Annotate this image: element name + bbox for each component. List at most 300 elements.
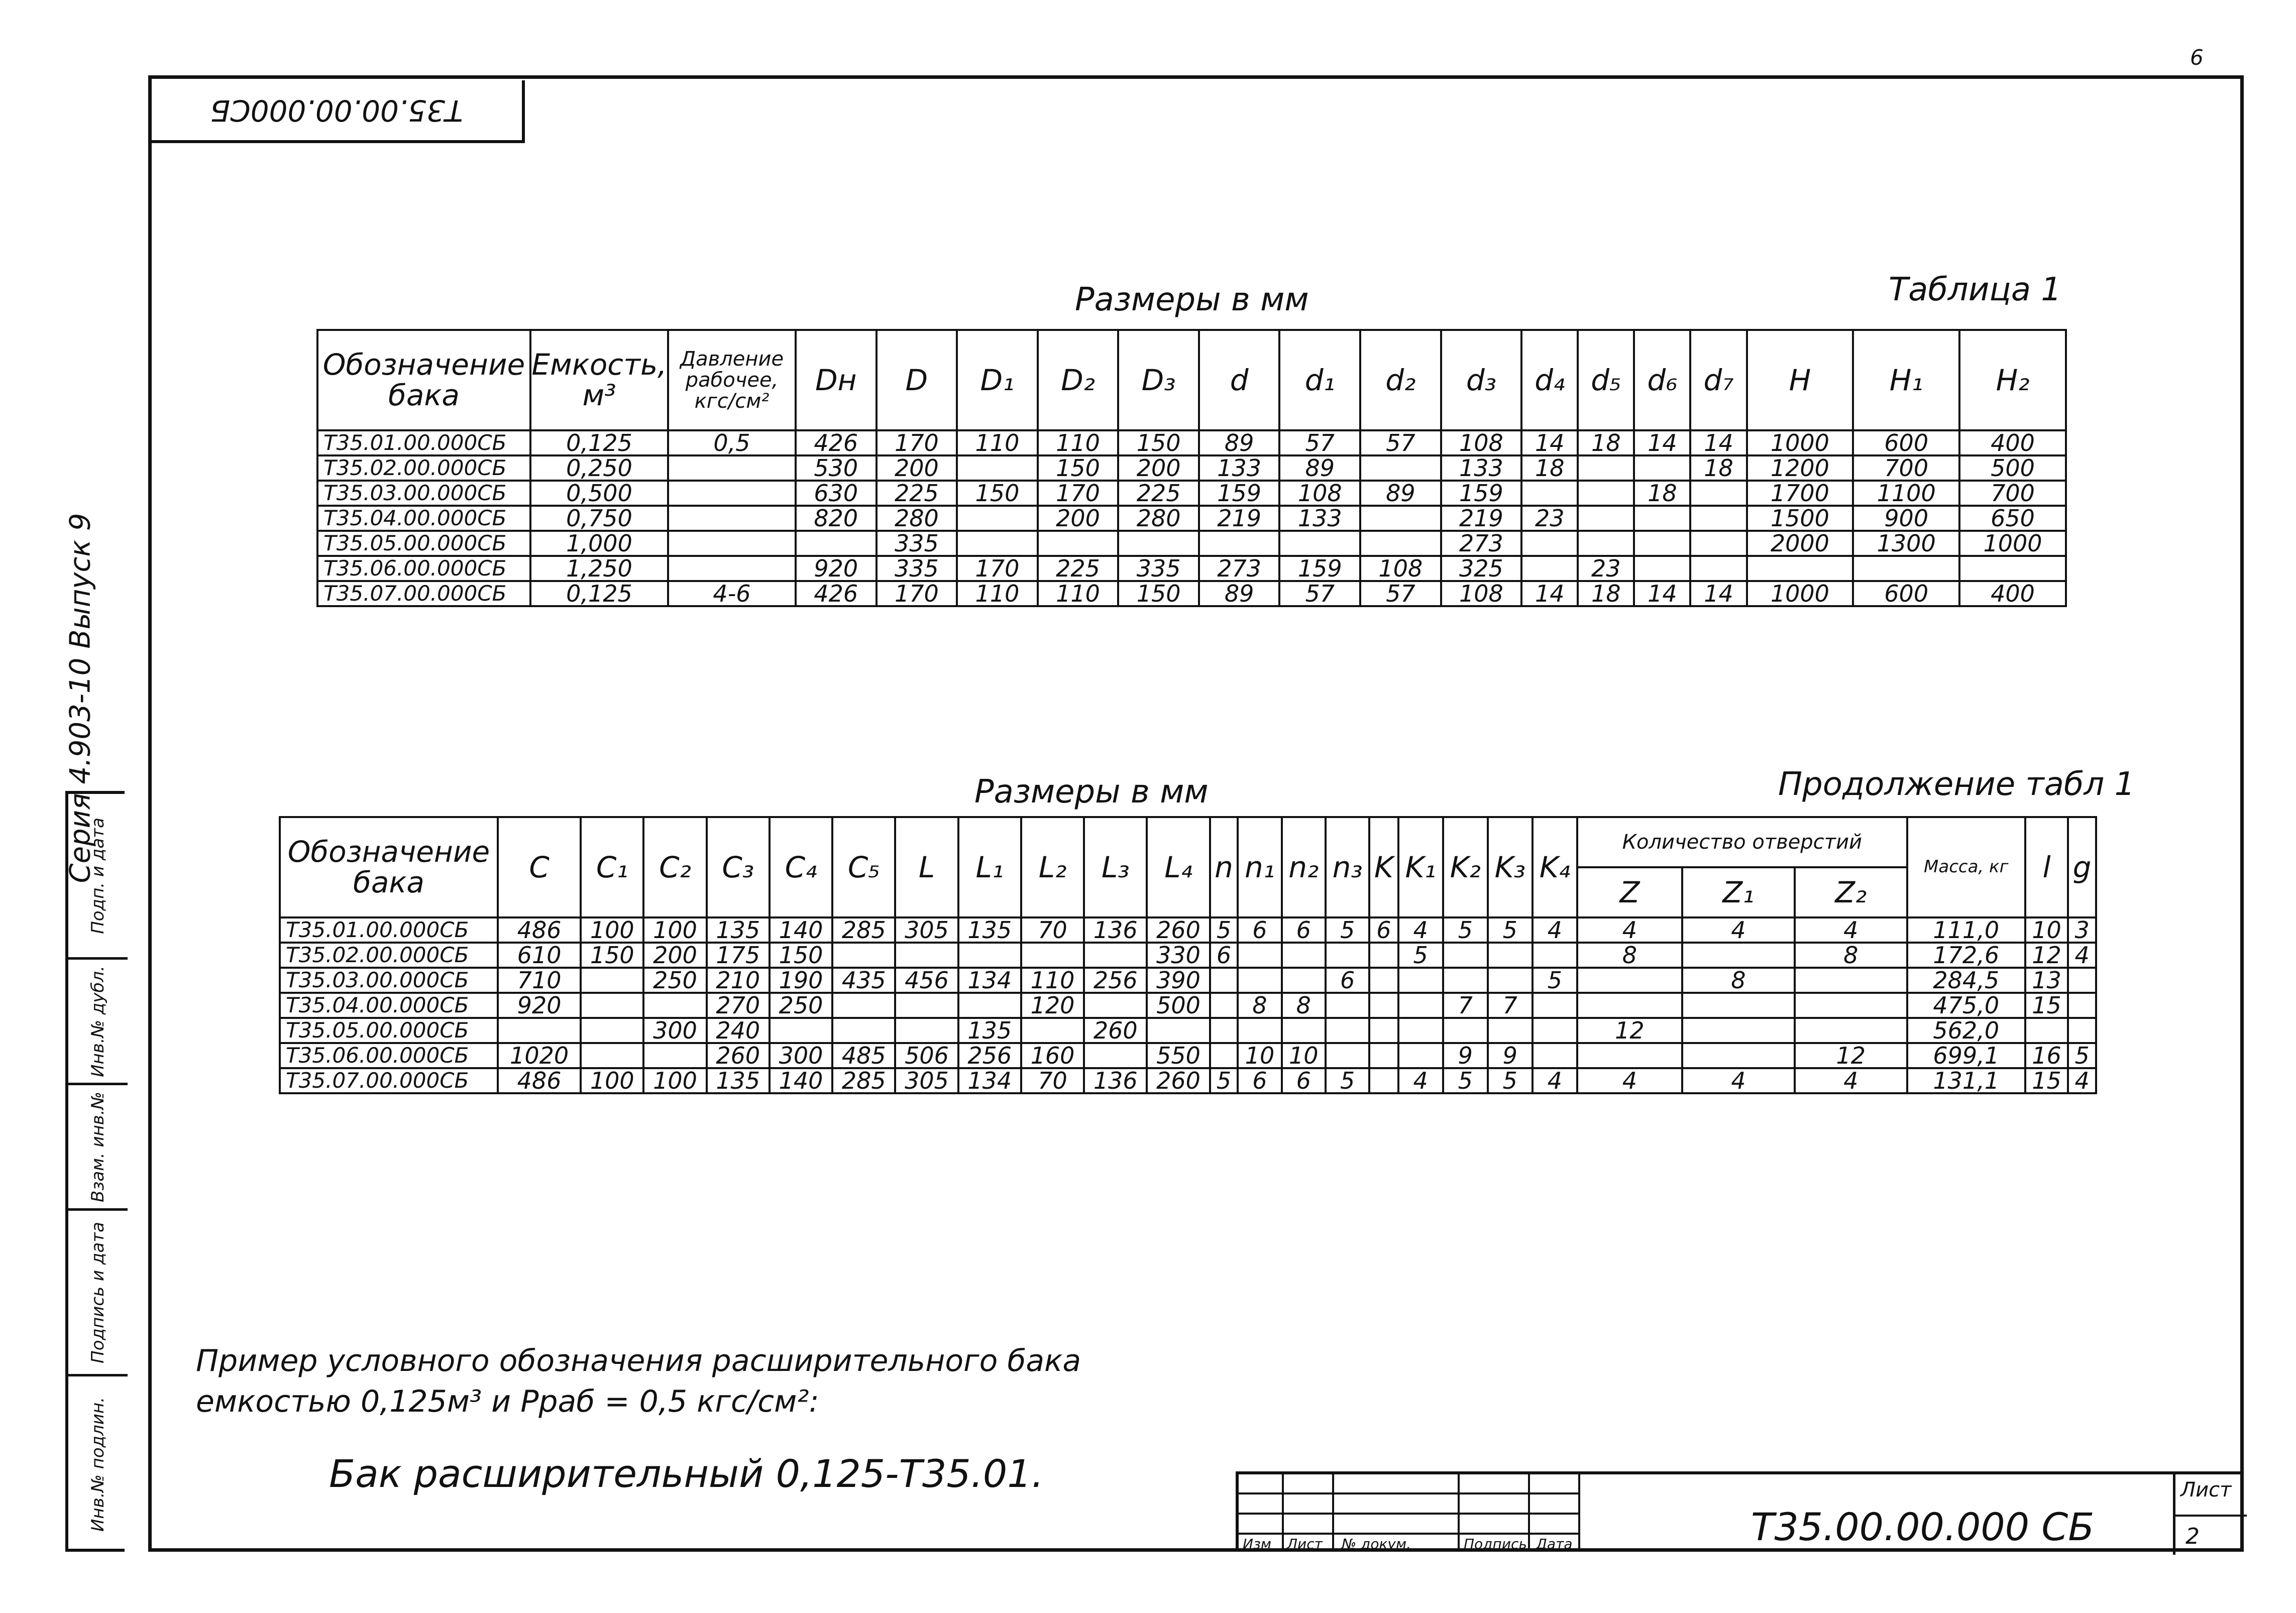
binding-label: Подпись и дата [88, 1221, 108, 1363]
table2-cell [1326, 993, 1369, 1018]
table2-cell: 150 [770, 943, 832, 968]
table1-cell: 650 [1959, 506, 2066, 531]
sheet-number: 2 [2185, 1524, 2200, 1549]
table1-cell: 219 [1441, 506, 1522, 531]
table2-cell: 1020 [498, 1043, 581, 1068]
table2-cell: 260 [707, 1043, 770, 1068]
table1-header: d₇ [1690, 330, 1746, 430]
table2-cell [958, 993, 1021, 1018]
table2-cell [1210, 993, 1238, 1018]
table1-cell: 14 [1634, 430, 1690, 455]
table2-cell: 10 [1238, 1043, 1281, 1068]
title-block-code: Т35.00.00.000 СБ [1751, 1505, 2095, 1549]
table2-cell [1443, 943, 1488, 968]
table2-cell [1488, 1018, 1533, 1043]
table1-cell [957, 455, 1038, 481]
table1-header: H₁ [1853, 330, 1959, 430]
table2-cell [895, 1018, 958, 1043]
table1-cell [957, 506, 1038, 531]
table2-cell: 562,0 [1907, 1018, 2025, 1043]
table2-cell: 100 [643, 1068, 706, 1093]
title-col-label: Подпись [1464, 1536, 1527, 1552]
table2-cell [1398, 993, 1443, 1018]
table2-cell [895, 993, 958, 1018]
table2-cell [1369, 1043, 1398, 1068]
table2-header: L₃ [1084, 817, 1147, 917]
table2-cell [1084, 993, 1147, 1018]
table2-cell: 100 [643, 917, 706, 943]
table2-cell: 10 [1282, 1043, 1326, 1068]
sheet-number-box [2173, 1474, 2247, 1555]
table1-cell: 600 [1853, 430, 1959, 455]
table2-cell: 16 [2025, 1043, 2068, 1068]
table2-cell: Т35.07.00.000СБ [280, 1068, 498, 1093]
table1-cell [1634, 531, 1690, 556]
table1-cell: 280 [1118, 506, 1199, 531]
table1-cell: Т35.01.00.000СБ [317, 430, 530, 455]
table1-cell [1360, 506, 1441, 531]
table1-cell: Т35.05.00.000СБ [317, 531, 530, 556]
table1-cell: 14 [1690, 430, 1746, 455]
table2-cell: 8 [1577, 943, 1682, 968]
binding-label: Подп. и дата [88, 817, 108, 934]
table2-cell [1533, 1018, 1577, 1043]
example-note [196, 1341, 1081, 1422]
table2-cell: 200 [643, 943, 706, 968]
table1-cell: 89 [1279, 455, 1360, 481]
table2-cell [1398, 1043, 1443, 1068]
table2-header: n₃ [1326, 817, 1369, 917]
table2-header: g [2068, 817, 2096, 917]
table1-header: Dн [796, 330, 877, 430]
table2-row [280, 1018, 2096, 1043]
table2-cell: 456 [895, 968, 958, 993]
table1-cell: 0,5 [668, 430, 796, 455]
binding-field-1 [68, 1376, 128, 1552]
table2-cell: 100 [581, 1068, 643, 1093]
table2-cell [581, 1043, 643, 1068]
table1-cell: 108 [1441, 430, 1522, 455]
table2-cell [1147, 1018, 1210, 1043]
table2-cell: 305 [895, 1068, 958, 1093]
table2-cell [581, 1018, 643, 1043]
table2-header: K₃ [1488, 817, 1533, 917]
table1-cell [1521, 481, 1578, 506]
table2-cell [1682, 1043, 1795, 1068]
table1-cell: 108 [1360, 556, 1441, 581]
table2-cell: 8 [1795, 943, 1907, 968]
table2-cell: 485 [832, 1043, 895, 1068]
table2-cell: 6 [1210, 943, 1238, 968]
table2-cell: 9 [1443, 1043, 1488, 1068]
table1-header: d₁ [1279, 330, 1360, 430]
table1-cell: 14 [1521, 430, 1578, 455]
table1-cell: 1500 [1747, 506, 1853, 531]
table1-cell: 630 [796, 481, 877, 506]
example-line-1: Пример условного обозначения расширительного бака [196, 1343, 1081, 1378]
table1-cell: 18 [1634, 481, 1690, 506]
table1-cell [1521, 556, 1578, 581]
table2-cell: 435 [832, 968, 895, 993]
table1-cell: 820 [796, 506, 877, 531]
table2-cell: 8 [1682, 968, 1795, 993]
table2-cell: 300 [770, 1043, 832, 1068]
table2-cell [1577, 993, 1682, 1018]
table1-cell [1690, 531, 1746, 556]
table1-cell: 14 [1521, 581, 1578, 606]
table1-cell: 18 [1578, 430, 1634, 455]
table1-cell: 530 [796, 455, 877, 481]
table2-cell: 506 [895, 1043, 958, 1068]
table1-header: d₃ [1441, 330, 1522, 430]
table2-cell: 5 [1443, 917, 1488, 943]
table2-cell: 5 [1533, 968, 1577, 993]
table1-cell [1578, 506, 1634, 531]
table1-cell [1690, 556, 1746, 581]
table1-cell [1360, 531, 1441, 556]
table2-cell: 131,1 [1907, 1068, 2025, 1093]
binding-field-2 [68, 1211, 128, 1376]
table1-cell: 600 [1853, 581, 1959, 606]
table2-cell: 4 [1398, 917, 1443, 943]
table1-cell: 335 [877, 556, 957, 581]
table1-cell [1199, 531, 1280, 556]
table1-cell: 219 [1199, 506, 1280, 531]
table2-cell [1533, 1043, 1577, 1068]
table1-cell: Т35.03.00.000СБ [317, 481, 530, 506]
table2-cell: 110 [1021, 968, 1084, 993]
table2-header: n₁ [1238, 817, 1281, 917]
table1-cell: 23 [1521, 506, 1578, 531]
binding-strip [65, 791, 125, 1552]
table1-header: D₁ [957, 330, 1038, 430]
table1-cell [1853, 556, 1959, 581]
table2-cell [832, 993, 895, 1018]
table2-cell [2068, 993, 2096, 1018]
table1-cell: 23 [1578, 556, 1634, 581]
table2-cell: 9 [1488, 1043, 1533, 1068]
table2-cell: 284,5 [1907, 968, 2025, 993]
table2-cell [581, 993, 643, 1018]
table2-cell: 260 [1147, 1068, 1210, 1093]
table1-cell [668, 455, 796, 481]
table2-cell [498, 1018, 581, 1043]
table1-row [317, 581, 2066, 606]
table1-cell: 400 [1959, 430, 2066, 455]
table1-cell: 150 [957, 481, 1038, 506]
table2-cell [1577, 968, 1682, 993]
table1-cell: 335 [877, 531, 957, 556]
table1-cell [1578, 481, 1634, 506]
table1-cell: 0,125 [530, 581, 668, 606]
table2-cell [1533, 943, 1577, 968]
table1-cell [1038, 531, 1119, 556]
table1-cell: 335 [1118, 556, 1199, 581]
title-col-label: Изм [1243, 1536, 1271, 1552]
table2-cell [2025, 1018, 2068, 1043]
table2-cell [1084, 1043, 1147, 1068]
table1-cell: 18 [1521, 455, 1578, 481]
table2-cell [1238, 968, 1281, 993]
table2-cell [1795, 968, 1907, 993]
table2-cell [2068, 1018, 2096, 1043]
table1-cell [1521, 531, 1578, 556]
table2-header: C [498, 817, 581, 917]
table1-cell: 1,000 [530, 531, 668, 556]
table2-cell [1398, 968, 1443, 993]
binding-field-5 [68, 794, 128, 960]
table2-header: L₁ [958, 817, 1021, 917]
table2-header: K₄ [1533, 817, 1577, 917]
table1-cell: 133 [1199, 455, 1280, 481]
table1-cell: 14 [1634, 581, 1690, 606]
table2-header-holes: Количество отверстий [1577, 817, 1907, 867]
binding-label: Инв.№ подлин. [88, 1397, 108, 1532]
table2-cell: 300 [643, 1018, 706, 1043]
table1-cell: 426 [796, 430, 877, 455]
table1-header: Емкость, м³ [530, 330, 668, 430]
table2-cell [1210, 1043, 1238, 1068]
table2-header: Z₂ [1795, 867, 1907, 917]
table2-cell: 4 [1795, 1068, 1907, 1093]
table1-header: D₂ [1038, 330, 1119, 430]
table2-cell [1369, 943, 1398, 968]
title-col-label: Дата [1536, 1536, 1573, 1552]
table2-cell: 260 [1084, 1018, 1147, 1043]
table1-cell: 200 [1118, 455, 1199, 481]
table2-cell: 135 [707, 1068, 770, 1093]
table1-row [317, 430, 2066, 455]
table1-cell: 57 [1279, 581, 1360, 606]
title-col-label: Лист [1287, 1536, 1323, 1552]
table1-cell: 1,250 [530, 556, 668, 581]
table2-cell [1326, 1018, 1369, 1043]
table2-cell: 120 [1021, 993, 1084, 1018]
table2-header: L₄ [1147, 817, 1210, 917]
table2-cell: 256 [1084, 968, 1147, 993]
binding-field-4 [68, 960, 128, 1085]
table2-cell: 710 [498, 968, 581, 993]
table2-cell: 285 [832, 917, 895, 943]
table2-cell: 190 [770, 968, 832, 993]
table2-cell: Т35.03.00.000СБ [280, 968, 498, 993]
table2-cell [770, 1018, 832, 1043]
table2-cell [1326, 1043, 1369, 1068]
table2-cell: 4 [1577, 1068, 1682, 1093]
table2-header: C₅ [832, 817, 895, 917]
table2-header: L [895, 817, 958, 917]
table1-cell [1279, 531, 1360, 556]
table1-cell: 1700 [1747, 481, 1853, 506]
table2-cell [2068, 968, 2096, 993]
table2-cell: 70 [1021, 917, 1084, 943]
table2-cell: 390 [1147, 968, 1210, 993]
table2-cell: 210 [707, 968, 770, 993]
table2-cell [1682, 993, 1795, 1018]
table2-cell: 500 [1147, 993, 1210, 1018]
table2-cell [1210, 1018, 1238, 1043]
table2-cell: 100 [581, 917, 643, 943]
table1-cell: 500 [1959, 455, 2066, 481]
table2-cell: 4 [1795, 917, 1907, 943]
table2-cell: 270 [707, 993, 770, 1018]
table2-cell [1682, 1018, 1795, 1043]
table1-cell: 0,750 [530, 506, 668, 531]
table1-cell [1634, 556, 1690, 581]
corner-number: 6 [2190, 45, 2204, 70]
table2-cell: 8 [1282, 993, 1326, 1018]
table2-cell: 5 [1210, 917, 1238, 943]
table1-units-caption: Размеры в мм [1075, 281, 1309, 318]
table1-cell: 110 [957, 581, 1038, 606]
table2-cell [1488, 943, 1533, 968]
series-label: Серия 4.903-10 Выпуск 9 [64, 513, 97, 883]
table1-cell: Т35.02.00.000СБ [317, 455, 530, 481]
table2-cell: 5 [1398, 943, 1443, 968]
table1-header: d₄ [1521, 330, 1578, 430]
table2-cell: 8 [1238, 993, 1281, 1018]
table1-cell: 0,125 [530, 430, 668, 455]
table2-cell: 6 [1282, 1068, 1326, 1093]
table2-cell: 5 [1488, 1068, 1533, 1093]
table2-cell: 12 [2025, 943, 2068, 968]
table2-cell [1488, 968, 1533, 993]
table1-cell [1578, 531, 1634, 556]
table2-row [280, 993, 2096, 1018]
table1-cell: 273 [1199, 556, 1280, 581]
table2-cell: 6 [1238, 1068, 1281, 1093]
table2-cell: 134 [958, 1068, 1021, 1093]
table1-header: d₆ [1634, 330, 1690, 430]
table1-cell: 110 [1038, 581, 1119, 606]
table2-units-caption: Размеры в мм [974, 773, 1209, 811]
table1-cell: 133 [1279, 506, 1360, 531]
table1-cell [668, 481, 796, 506]
table1-cell: Т35.04.00.000СБ [317, 506, 530, 531]
table2-cell: 10 [2025, 917, 2068, 943]
table2-cell: 135 [958, 1018, 1021, 1043]
table2-cell: 134 [958, 968, 1021, 993]
table2-cell: 7 [1443, 993, 1488, 1018]
title-block [1236, 1471, 2244, 1552]
table1-row [317, 455, 2066, 481]
table1-body [317, 430, 2066, 606]
table1-cell: 170 [957, 556, 1038, 581]
table2-cell: 250 [770, 993, 832, 1018]
table1 [316, 329, 2067, 607]
top-stamp [151, 80, 525, 143]
table2-cell [1795, 993, 1907, 1018]
table2-cell: 475,0 [1907, 993, 2025, 1018]
table2-cell [1443, 1018, 1488, 1043]
table2-cell [1795, 1018, 1907, 1043]
table1-cell: 57 [1279, 430, 1360, 455]
table2-cell: 330 [1147, 943, 1210, 968]
table1-header: d₂ [1360, 330, 1441, 430]
table1-cell [668, 556, 796, 581]
example-designation: Бак расширительный 0,125-Т35.01. [329, 1451, 1044, 1496]
table2-cell [1443, 968, 1488, 993]
table1-cell [1578, 455, 1634, 481]
table2-cell: 3 [2068, 917, 2096, 943]
table2-cell: 5 [1488, 917, 1533, 943]
table2-cell: 285 [832, 1068, 895, 1093]
table1-cell: 0,250 [530, 455, 668, 481]
table2-header: Z₁ [1682, 867, 1795, 917]
table2-cell [581, 968, 643, 993]
table1-cell: 200 [877, 455, 957, 481]
table2-cell [1326, 943, 1369, 968]
sheet-label: Лист [2180, 1478, 2232, 1502]
table2-cell: 550 [1147, 1043, 1210, 1068]
table2-cell: 610 [498, 943, 581, 968]
table2-cell: 12 [1795, 1043, 1907, 1068]
table2-cell: 260 [1147, 917, 1210, 943]
table2-cell: 240 [707, 1018, 770, 1043]
table1-header: D₃ [1118, 330, 1199, 430]
table1-cell: 1000 [1747, 430, 1853, 455]
table2-cell [1021, 943, 1084, 968]
table2-cell [643, 1043, 706, 1068]
table2-cell [643, 993, 706, 1018]
table2-cell: 136 [1084, 917, 1147, 943]
table1-cell: 110 [1038, 430, 1119, 455]
table2-cell: 4 [2068, 943, 2096, 968]
table2-title: Продолжение табл 1 [1778, 766, 2135, 803]
table1-cell: 225 [1038, 556, 1119, 581]
table2-cell: 4 [1682, 1068, 1795, 1093]
table1-cell [1634, 506, 1690, 531]
table2-cell: 6 [1326, 968, 1369, 993]
table2-cell [1398, 1018, 1443, 1043]
table1-cell: 1200 [1747, 455, 1853, 481]
table2-cell: 256 [958, 1043, 1021, 1068]
table2-cell: 4 [1533, 1068, 1577, 1093]
table2-cell: 160 [1021, 1043, 1084, 1068]
table2-header: n₂ [1282, 817, 1326, 917]
table1-cell: 159 [1441, 481, 1522, 506]
table2-cell [832, 1018, 895, 1043]
table2-cell: 699,1 [1907, 1043, 2025, 1068]
table1-cell [1959, 556, 2066, 581]
table1-cell: 225 [877, 481, 957, 506]
table2-cell: 111,0 [1907, 917, 2025, 943]
table2-cell: 172,6 [1907, 943, 2025, 968]
table1-cell: 133 [1441, 455, 1522, 481]
table2-cell: 6 [1238, 917, 1281, 943]
table2-cell [1577, 1043, 1682, 1068]
table1-cell [1747, 556, 1853, 581]
table1-cell: 159 [1199, 481, 1280, 506]
table1-cell: 426 [796, 581, 877, 606]
table1-cell: 273 [1441, 531, 1522, 556]
table1-cell: 57 [1360, 581, 1441, 606]
table1-title: Таблица 1 [1889, 271, 2062, 308]
table1-cell: 150 [1038, 455, 1119, 481]
table2-header: l [2025, 817, 2068, 917]
table2-row [280, 1068, 2096, 1093]
table1-cell: 18 [1690, 455, 1746, 481]
table2-cell [1084, 943, 1147, 968]
table2-cell: 5 [1326, 1068, 1369, 1093]
table2-header: K [1369, 817, 1398, 917]
table2-row [280, 943, 2096, 968]
table2-header: Масса, кг [1907, 817, 2025, 917]
table2-cell [1238, 1018, 1281, 1043]
table2-cell: 4 [2068, 1068, 2096, 1093]
table1-cell [1690, 506, 1746, 531]
table2-header: K₁ [1398, 817, 1443, 917]
